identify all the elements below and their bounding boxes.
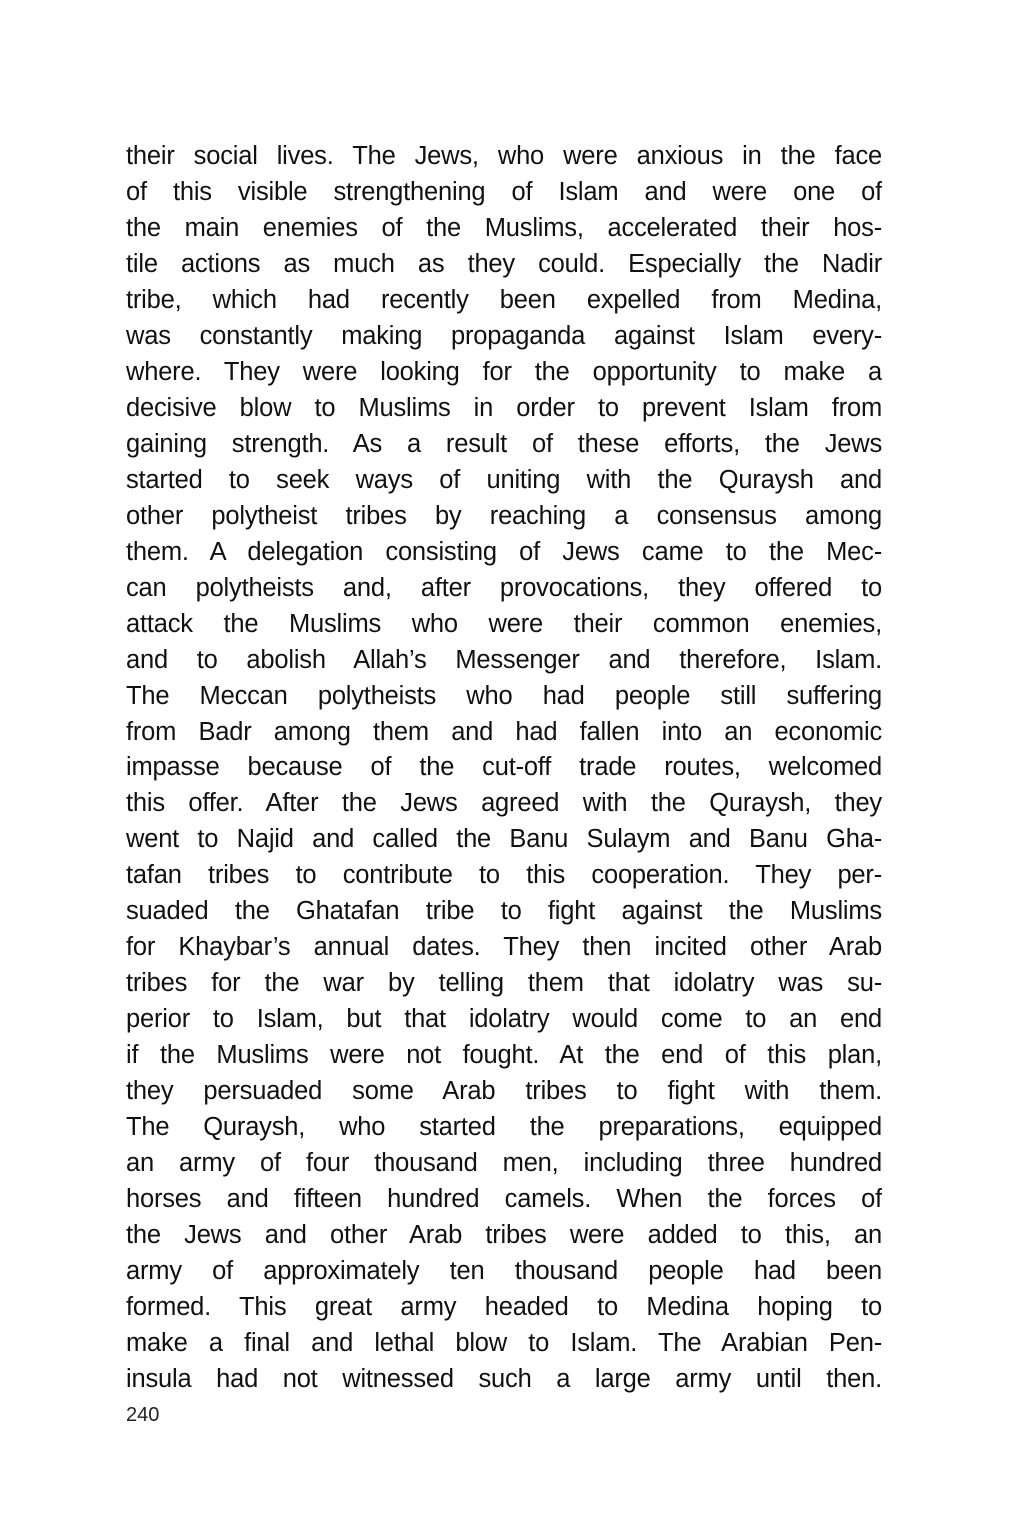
text-line: the main enemies of the Muslims, accelerated their hos-: [126, 213, 882, 242]
text-line: tafan tribes to contribute to this cooperation. They per-: [126, 861, 882, 890]
text-line: and to abolish Allah’s Messenger and therefore, Islam.: [126, 645, 882, 674]
text-line: tribes for the war by telling them that idolatry was su-: [126, 969, 882, 998]
text-line: this offer. After the Jews agreed with the Quraysh, they: [126, 789, 882, 818]
text-line: attack the Muslims who were their common enemies,: [126, 609, 882, 638]
text-line: make a final and lethal blow to Islam. The Arabian Pen-: [126, 1328, 882, 1357]
text-line: horses and fifteen hundred camels. When the forces of: [126, 1185, 882, 1214]
text-line: where. They were looking for the opportunity to make a: [126, 357, 882, 386]
text-line: tribe, which had recently been expelled from Medina,: [126, 285, 882, 314]
text-line: from Badr among them and had fallen into an economic: [126, 717, 882, 746]
text-line: gaining strength. As a result of these efforts, the Jews: [126, 429, 882, 458]
text-line: other polytheist tribes by reaching a consensus among: [126, 501, 882, 530]
text-line: their social lives. The Jews, who were anxious in the face: [126, 142, 882, 170]
text-line: of this visible strengthening of Islam and were one of: [126, 177, 882, 206]
text-line: suaded the Ghatafan tribe to fight against the Muslims: [126, 897, 882, 926]
text-line: insula had not witnessed such a large army until then.: [126, 1364, 882, 1393]
text-line: can polytheists and, after provocations, they offered to: [126, 573, 882, 602]
text-line: The Quraysh, who started the preparations, equipped: [126, 1113, 882, 1142]
text-line: perior to Islam, but that idolatry would come to an end: [126, 1005, 882, 1034]
text-line: started to seek ways of uniting with the Quraysh and: [126, 465, 882, 494]
text-line: The Meccan polytheists who had people still suffering: [126, 681, 882, 710]
text-line: decisive blow to Muslims in order to prevent Islam from: [126, 393, 882, 422]
text-line: army of approximately ten thousand people had been: [126, 1257, 882, 1286]
page-number: 240: [126, 1404, 160, 1426]
text-line: the Jews and other Arab tribes were added to this, an: [126, 1221, 882, 1250]
text-line: if the Muslims were not fought. At the end of this plan,: [126, 1041, 882, 1070]
text-line: impasse because of the cut-off trade routes, welcomed: [126, 753, 882, 782]
text-line: went to Najid and called the Banu Sulaym and Banu Gha-: [126, 825, 882, 854]
body-text: [126, 139, 882, 1398]
text-line: they persuaded some Arab tribes to fight with them.: [126, 1077, 882, 1106]
text-line: tile actions as much as they could. Especially the Nadir: [126, 249, 882, 278]
text-line: an army of four thousand men, including three hundred: [126, 1149, 882, 1178]
text-line: formed. This great army headed to Medina hoping to: [126, 1293, 882, 1321]
text-line: them. A delegation consisting of Jews came to the Mec-: [126, 537, 882, 566]
text-line: was constantly making propaganda against Islam every-: [126, 321, 882, 350]
text-line: for Khaybar’s annual dates. They then incited other Arab: [126, 933, 882, 962]
